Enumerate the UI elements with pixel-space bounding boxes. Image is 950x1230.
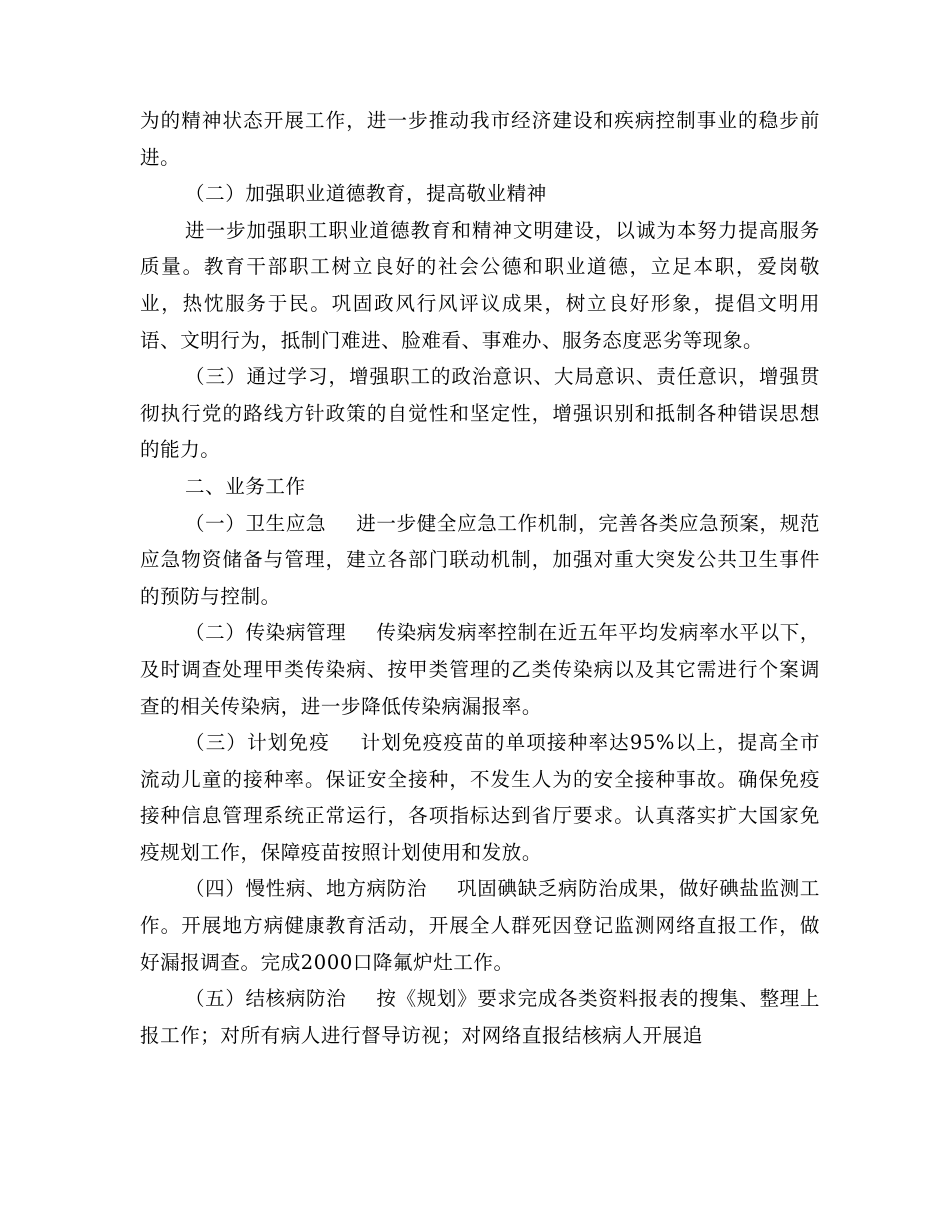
- paragraph-continuation: 为的精神状态开展工作，进一步推动我市经济建设和疾病控制事业的稳步前进。: [140, 109, 820, 169]
- item-infectious-disease: [140, 615, 820, 725]
- paragraph-study: （三）通过学习，增强职工的政治意识、大局意识、责任意识，增强贯彻执行党的路线方针政策的自觉性和坚定性，增强识别和抵制各种错误思想的能力。: [140, 365, 820, 462]
- item-title: （二）传染病管理: [185, 621, 347, 645]
- item-title: （四）慢性病、地方病防治: [185, 877, 427, 901]
- item-body: 进一步健全应急工作机制，完善各类应急预案，规范应急物资储备与管理，建立各部门联动机制，加强对重大突发公共卫生事件的预防与控制。: [140, 511, 820, 608]
- item-title: （一）卫生应急: [185, 511, 327, 535]
- item-title: （三）计划免疫: [185, 731, 330, 755]
- subheading-ethics: （二）加强职业道德教育，提高敬业精神: [185, 182, 547, 206]
- item-title: （五）结核病防治: [185, 987, 347, 1011]
- item-body: 计划免疫疫苗的单项接种率达95%以上，提高全市流动儿童的接种率。保证安全接种，不发生人为的安全接种事故。确保免疫接种信息管理系统正常运行，各项指标达到省厅要求。认真落实扩大国家免疫规划工作，保障疫苗按照计划使用和发放。: [140, 731, 820, 864]
- item-body: 传染病发病率控制在近五年平均发病率水平以下，及时调查处理甲类传染病、按甲类管理的乙类传染病以及其它需进行个案调查的相关传染病，进一步降低传染病漏报率。: [140, 621, 820, 718]
- item-health-emergency: [140, 506, 820, 616]
- item-immunization: [140, 725, 820, 871]
- item-chronic-disease: [140, 871, 820, 981]
- item-body: 按《规划》要求完成各类资料报表的搜集、整理上报工作；对所有病人进行督导访视；对网络直报结核病人开展追: [140, 987, 820, 1047]
- paragraph-ethics: 进一步加强职工职业道德教育和精神文明建设，以诚为本努力提高服务质量。教育干部职工树立良好的社会公德和职业道德，立足本职，爱岗敬业，热忱服务于民。巩固政风行风评议成果，树立良好形象，提倡文明用语、文明行为，抵制门难进、脸难看、事难办、服务态度恶劣等现象。: [140, 218, 820, 352]
- document-page: [140, 103, 820, 1054]
- section-heading-business: 二、业务工作: [185, 474, 306, 498]
- item-body: 巩固碘缺乏病防治成果，做好碘盐监测工作。开展地方病健康教育活动，开展全人群死因登记监测网络直报工作，做好漏报调查。完成2000口降氟炉灶工作。: [140, 877, 820, 974]
- item-tuberculosis: [140, 981, 820, 1054]
